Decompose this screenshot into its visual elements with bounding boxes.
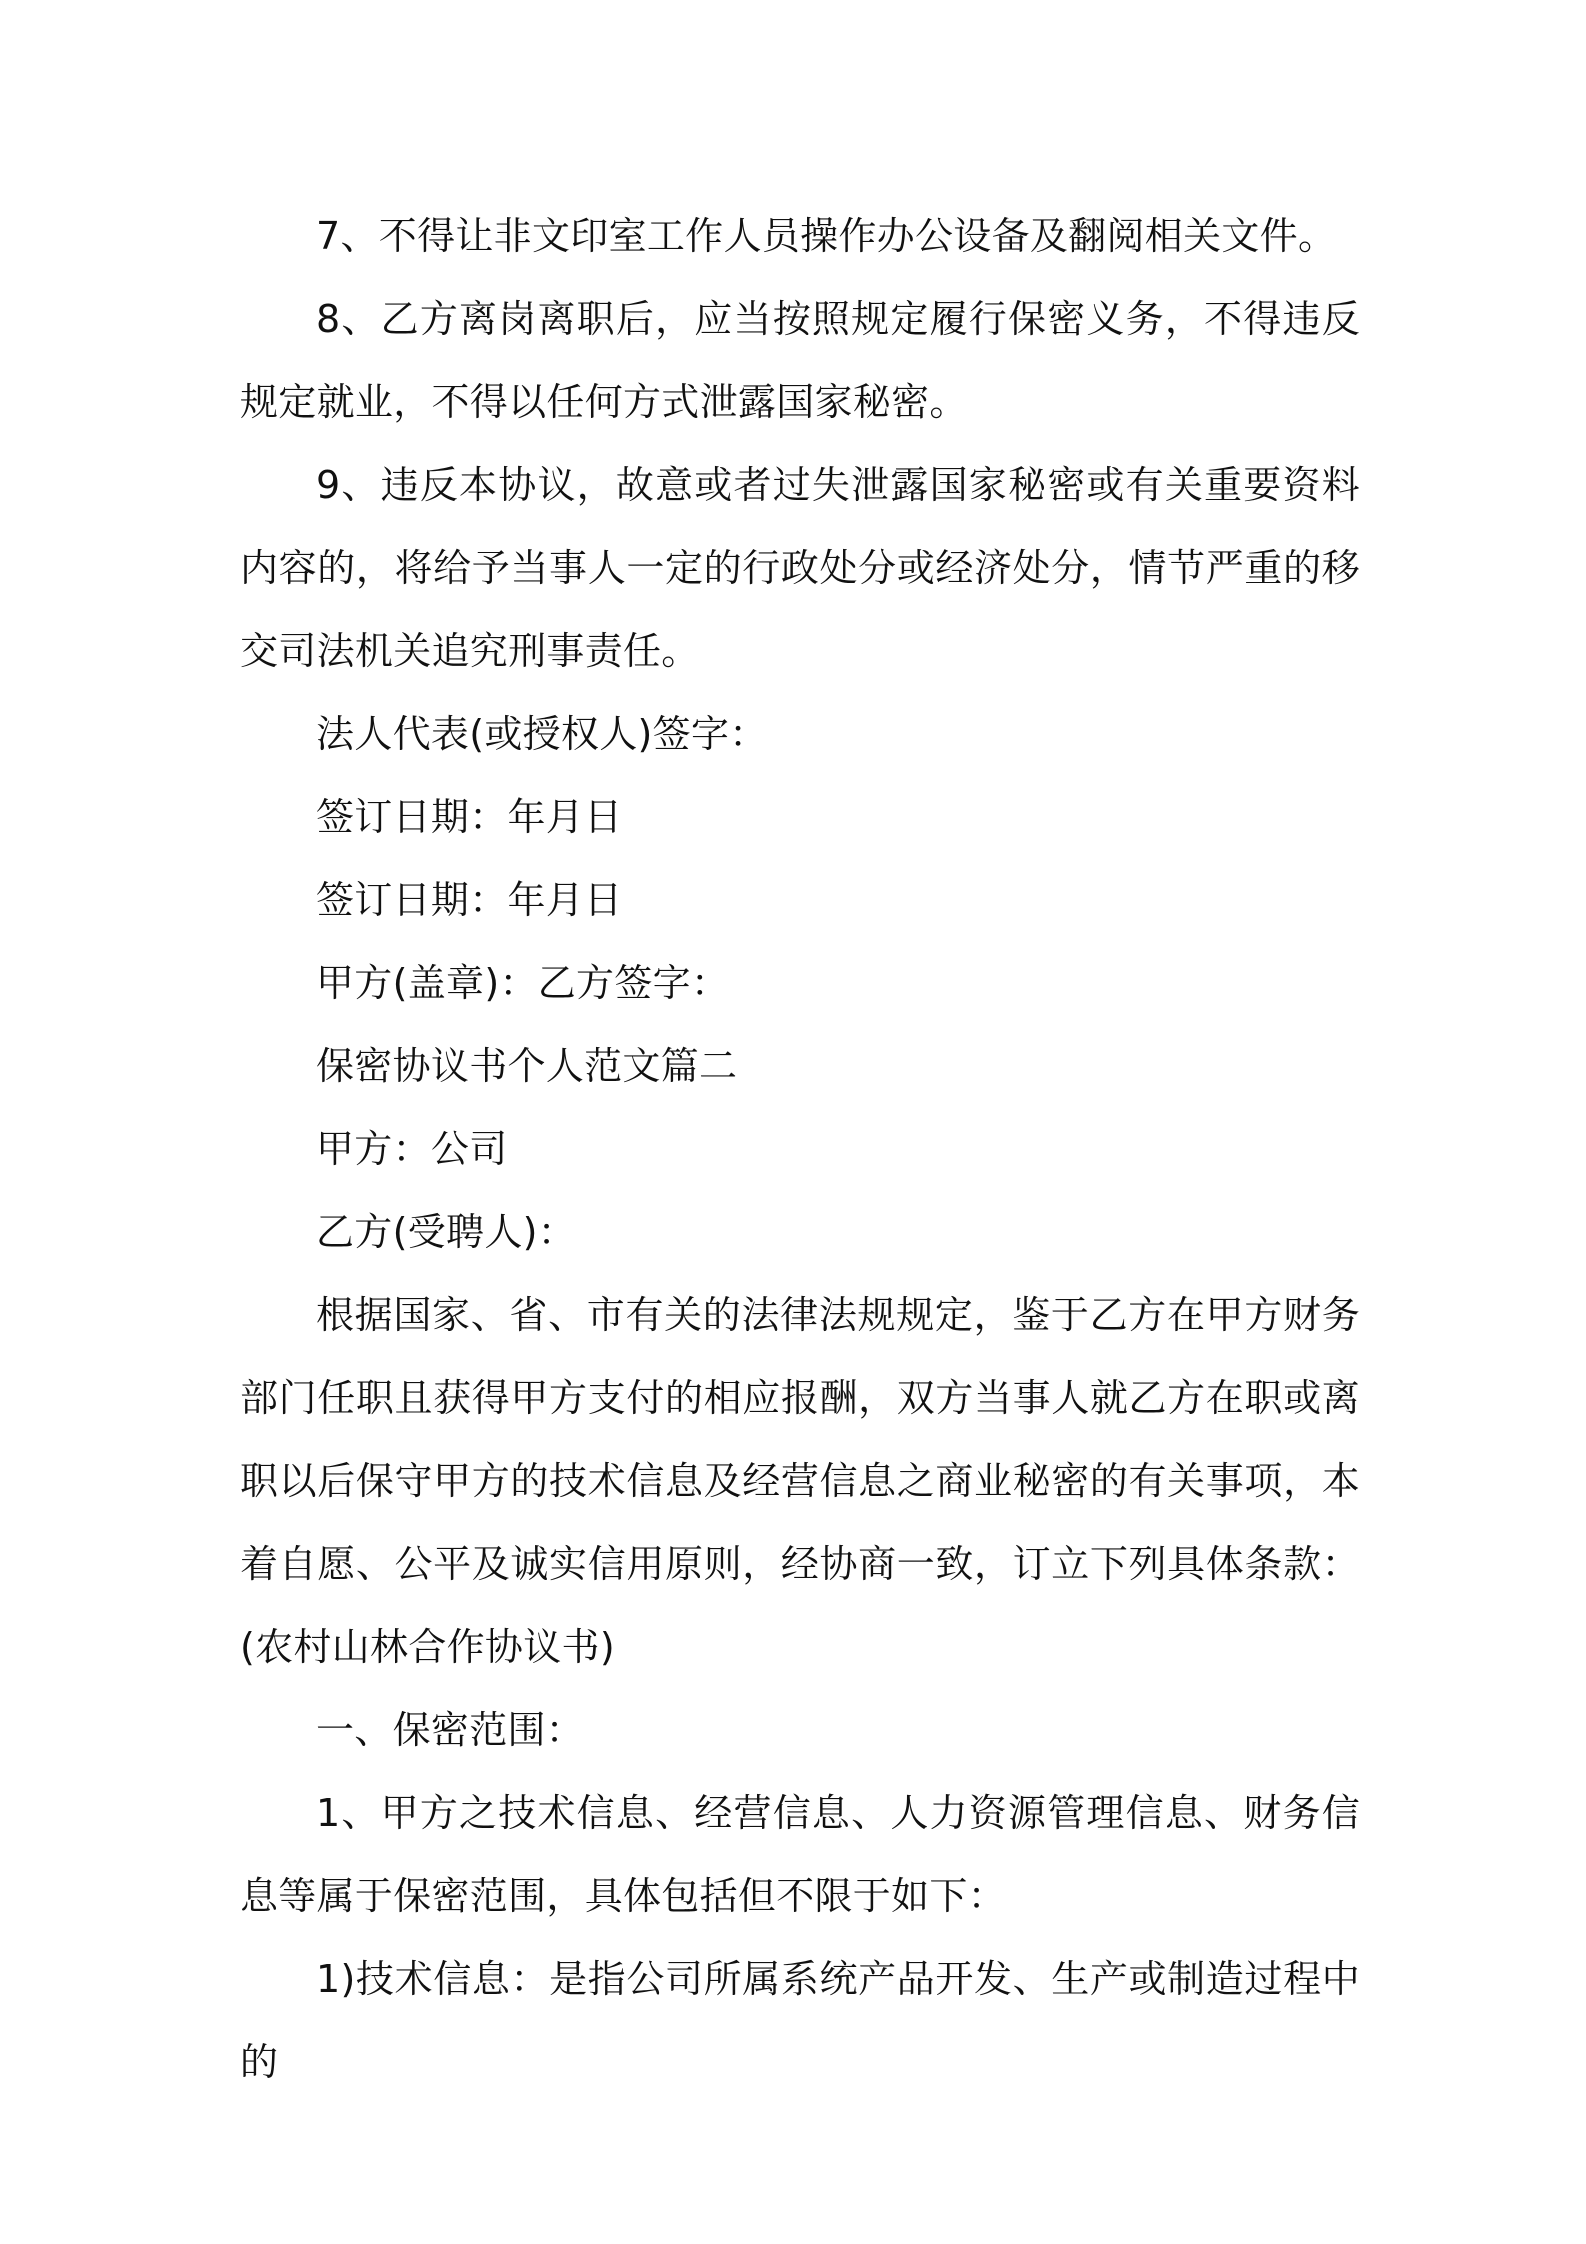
section-heading-part-two: 保密协议书个人范文篇二 bbox=[316, 1044, 738, 1088]
paragraph-clause-9: 9、违反本协议，故意或者过失泄露国家秘密或有关重要资料内容的，将给予当事人一定的行政处分或经济处分，情节严重的移交司法机关追究刑事责任。 bbox=[240, 463, 1360, 673]
paragraph-clause-7: 7、不得让非文印室工作人员操作办公设备及翻阅相关文件。 bbox=[316, 214, 1337, 258]
technical-info-clause: 1)技术信息：是指公司所属系统产品开发、生产或制造过程中的 bbox=[240, 1957, 1360, 2084]
signing-date-line-1: 签订日期：年月日 bbox=[316, 795, 623, 839]
signing-date-line-2: 签订日期：年月日 bbox=[316, 878, 623, 922]
party-a-line: 甲方：公司 bbox=[316, 1127, 508, 1171]
preamble-paragraph: 根据国家、省、市有关的法律法规规定，鉴于乙方在甲方财务部门任职且获得甲方支付的相应报酬，双方当事人就乙方在职或离职以后保守甲方的技术信息及经营信息之商业秘密的有关事项，本着自愿、公平及诚实信用原则，经协商一致，订立下列具体条款：(农村山林合作协议书) bbox=[240, 1293, 1360, 1669]
confidentiality-scope-heading: 一、保密范围： bbox=[316, 1708, 585, 1752]
document-body bbox=[240, 195, 1360, 2104]
paragraph-clause-8: 8、乙方离岗离职后，应当按照规定履行保密义务，不得违反规定就业，不得以任何方式泄露国家秘密。 bbox=[240, 297, 1360, 424]
party-b-line: 乙方(受聘人)： bbox=[316, 1210, 577, 1254]
scope-clause-1: 1、甲方之技术信息、经营信息、人力资源管理信息、财务信息等属于保密范围，具体包括但不限于如下： bbox=[240, 1791, 1360, 1918]
party-signature-line: 甲方(盖章)：乙方签字： bbox=[316, 961, 730, 1005]
legal-rep-signature-line: 法人代表(或授权人)签字： bbox=[316, 712, 768, 756]
